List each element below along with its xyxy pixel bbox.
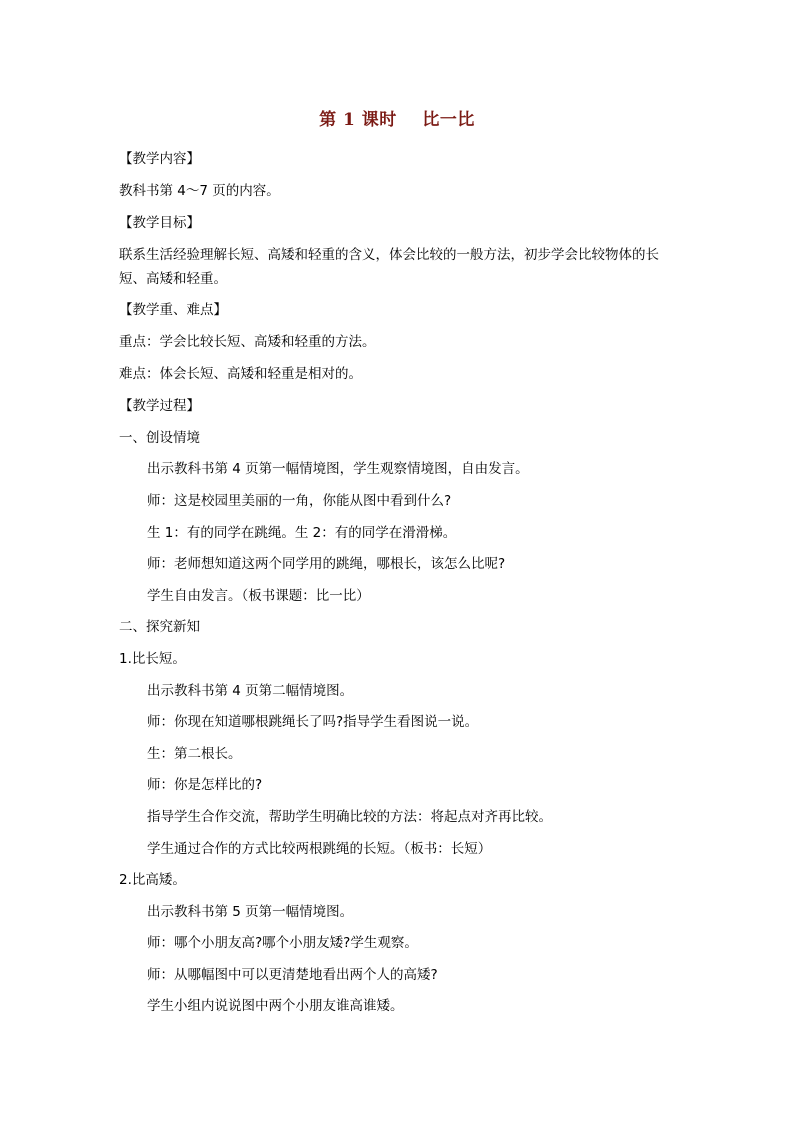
lesson-title: 第 1 课时 比一比	[319, 110, 475, 130]
section-heading-process: 【教学过程】	[119, 398, 200, 414]
part2-sub1-line: 生：第二根长。	[147, 746, 242, 762]
part2-sub1-line: 师：你是怎样比的?	[147, 777, 263, 793]
part2-sub2-line: 师：从哪幅图中可以更清楚地看出两个人的高矮?	[147, 967, 438, 983]
key-point: 重点：学会比较长短、高矮和轻重的方法。	[119, 334, 376, 350]
difficult-point: 难点：体会长短、高矮和轻重是相对的。	[119, 366, 362, 382]
content-text: 教科书第 4～7 页的内容。	[119, 183, 280, 199]
part1-line: 师：这是校园里美丽的一角，你能从图中看到什么?	[147, 493, 452, 509]
goal-text-line-2: 短、高矮和轻重。	[119, 271, 227, 287]
part2-sub2-line: 学生小组内说说图中两个小朋友谁高谁矮。	[147, 998, 404, 1014]
subsection-heading: 1.比长短。	[119, 651, 186, 667]
part1-line: 学生自由发言。（板书课题：比一比）	[147, 588, 370, 604]
part1-line: 生 1：有的同学在跳绳。生 2：有的同学在滑滑梯。	[147, 525, 457, 541]
part2-sub1-line: 学生通过合作的方式比较两根跳绳的长短。（板书：长短）	[147, 841, 492, 857]
subsection-heading: 2.比高矮。	[119, 872, 186, 888]
part1-line: 师：老师想知道这两个同学用的跳绳，哪根长，该怎么比呢?	[147, 556, 506, 572]
part2-sub1-line: 师：你现在知道哪根跳绳长了吗?指导学生看图说一说。	[147, 714, 479, 730]
section-heading-key: 【教学重、难点】	[119, 302, 227, 318]
section-heading-goal: 【教学目标】	[119, 215, 200, 231]
part2-sub2-line: 师：哪个小朋友高?哪个小朋友矮?学生观察。	[147, 935, 418, 951]
part2-sub2-line: 出示教科书第 5 页第一幅情境图。	[147, 904, 354, 920]
part2-sub1-line: 出示教科书第 4 页第二幅情境图。	[147, 683, 354, 699]
section-heading-content: 【教学内容】	[119, 151, 200, 167]
part1-line: 出示教科书第 4 页第一幅情境图，学生观察情境图，自由发言。	[147, 461, 529, 477]
part2-heading: 二、探究新知	[119, 619, 200, 635]
goal-text-line-1: 联系生活经验理解长短、高矮和轻重的含义，体会比较的一般方法，初步学会比较物体的长	[119, 247, 659, 263]
part2-sub1-line: 指导学生合作交流，帮助学生明确比较的方法：将起点对齐再比较。	[147, 809, 552, 825]
part1-heading: 一、创设情境	[119, 430, 200, 446]
